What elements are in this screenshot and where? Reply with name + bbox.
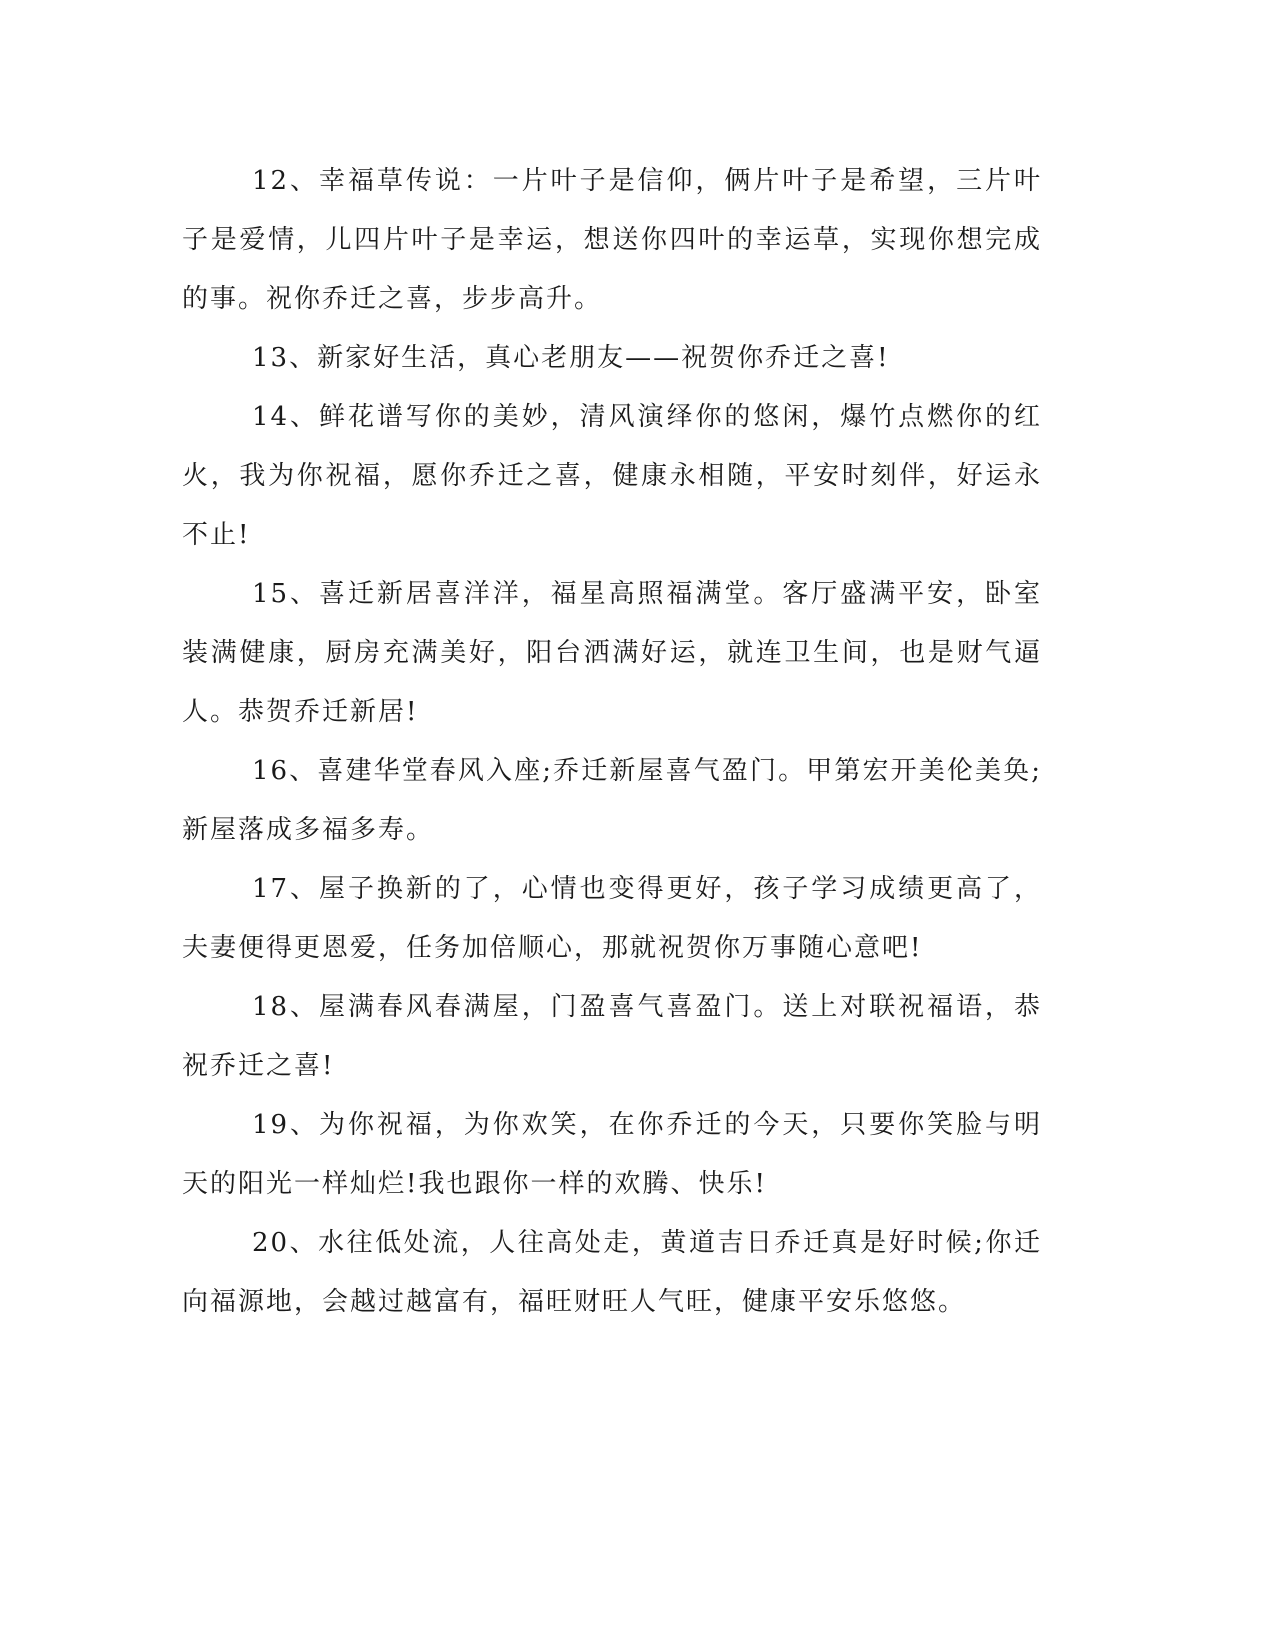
paragraph-14: 14、鲜花谱写你的美妙，清风演绎你的悠闲，爆竹点燃你的红火，我为你祝福，愿你乔迁之喜，健康永相随，平安时刻伴，好运永不止! (182, 402, 1042, 550)
paragraph-12: 12、幸福草传说：一片叶子是信仰，俩片叶子是希望，三片叶子是爱情，儿四片叶子是幸运，想送你四叶的幸运草，实现你想完成的事。祝你乔迁之喜，步步高升。 (182, 166, 1042, 314)
paragraph-20: 20、水往低处流，人往高处走，黄道吉日乔迁真是好时候;你迁向福源地，会越过越富有，福旺财旺人气旺，健康平安乐悠悠。 (182, 1228, 1042, 1317)
paragraph-18: 18、屋满春风春满屋，门盈喜气喜盈门。送上对联祝福语，恭祝乔迁之喜! (182, 992, 1042, 1081)
paragraph-15: 15、喜迁新居喜洋洋，福星高照福满堂。客厅盛满平安，卧室装满健康，厨房充满美好，阳台洒满好运，就连卫生间，也是财气逼人。恭贺乔迁新居! (182, 579, 1042, 727)
paragraph-16: 16、喜建华堂春风入座;乔迁新屋喜气盈门。甲第宏开美伦美奂;新屋落成多福多寿。 (182, 756, 1042, 845)
paragraph-19: 19、为你祝福，为你欢笑，在你乔迁的今天，只要你笑脸与明天的阳光一样灿烂!我也跟你一样的欢腾、快乐! (182, 1110, 1042, 1199)
paragraph-13: 13、新家好生活，真心老朋友——祝贺你乔迁之喜! (252, 343, 890, 373)
paragraph-17: 17、屋子换新的了，心情也变得更好，孩子学习成绩更高了，夫妻便得更恩爱，任务加倍顺心，那就祝贺你万事随心意吧! (182, 874, 1042, 963)
document-body (182, 152, 1042, 1332)
